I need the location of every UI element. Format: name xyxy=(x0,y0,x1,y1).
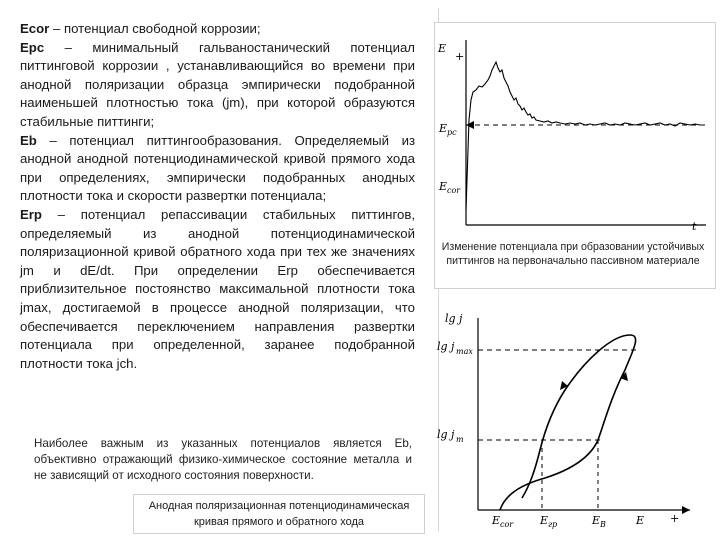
fig2-jm-label: lg j xyxy=(437,428,455,441)
fig2-erp-label: E xyxy=(540,514,549,527)
fig1-epc-label: E xyxy=(439,122,448,135)
fig2-jm-sub: m xyxy=(456,435,464,444)
epc-def: – минимальный гальваностанический потенциал питтинговой коррозии , устанавливающийся во времени при анодной поляризации образца эмпирически подобранной наименьшей плотностью тока (jm), при которой образуются стабильные питтинги; xyxy=(20,39,415,129)
ecor-term: Ecor xyxy=(20,21,50,36)
fig1-epc-sub: pc xyxy=(447,128,457,137)
fig2-eb-label: E xyxy=(592,514,601,527)
erp-def: – потенциал репассивации стабильных питтингов, определяемый из анодной потенциодинамической поляризационной кривой обратного хода при тех же значениях jm и dE/dt. При определении Erp обеспечивается приблизительное постоянство максимальной плотности тока jmax, достигаемой в процессе анодной поляризации, что обеспечивается переключением направления развертки потенциала при определенной, заранее подобранной плотности тока jch. xyxy=(20,206,415,371)
fig2-x-arrow xyxy=(682,506,690,514)
fig2-y-label: lg j xyxy=(445,312,463,325)
fig1-y-label: E xyxy=(438,42,447,55)
fig1-y-plus: + xyxy=(455,50,465,63)
figure-potential-time-caption: Изменение потенциала при образовании устойчивых питтингов на первоначально пассивном материале xyxy=(441,241,705,267)
fig2-ecor-label: E xyxy=(492,514,501,527)
erp-term: Erp xyxy=(20,206,42,222)
fig2-jmax-label: lg j xyxy=(437,340,455,353)
note-text: Наиболее важным из указанных потенциалов является Eb, объективно отражающий физико-химическое состояние металла и не зависящий от исходного состояния поверхности. xyxy=(34,437,412,482)
fig1-ecor-sub: cor xyxy=(447,186,461,195)
fig2-e-label: E xyxy=(636,514,645,527)
bottom-figure-caption: Анодная поляризационная потенциодинамическая кривая прямого и обратного хода xyxy=(133,494,425,534)
epc-term: Epc xyxy=(20,39,45,55)
fig2-jmax-sub: max xyxy=(456,347,473,356)
fig2-polarization-loop xyxy=(500,335,636,510)
eb-term: Eb xyxy=(20,132,37,148)
fig2-ecor-sub: cor xyxy=(500,520,514,529)
fig2-eb-sub: B xyxy=(600,520,606,529)
fig1-t-label: t xyxy=(692,220,697,233)
fig2-plus: + xyxy=(670,512,680,525)
ecor-def: – потенциал свободной коррозии; xyxy=(49,21,261,36)
eb-def: – потенциал питтингообразования. Определяемый из анодной анодной потенциодинамической кривой прямого хода при определениях, эмпирически подобранных анодных плотности тока и скорости развертки потенциала; xyxy=(20,132,415,204)
fig1-ecor-label: E xyxy=(439,180,448,193)
fig2-erp-sub: гр xyxy=(548,520,558,529)
